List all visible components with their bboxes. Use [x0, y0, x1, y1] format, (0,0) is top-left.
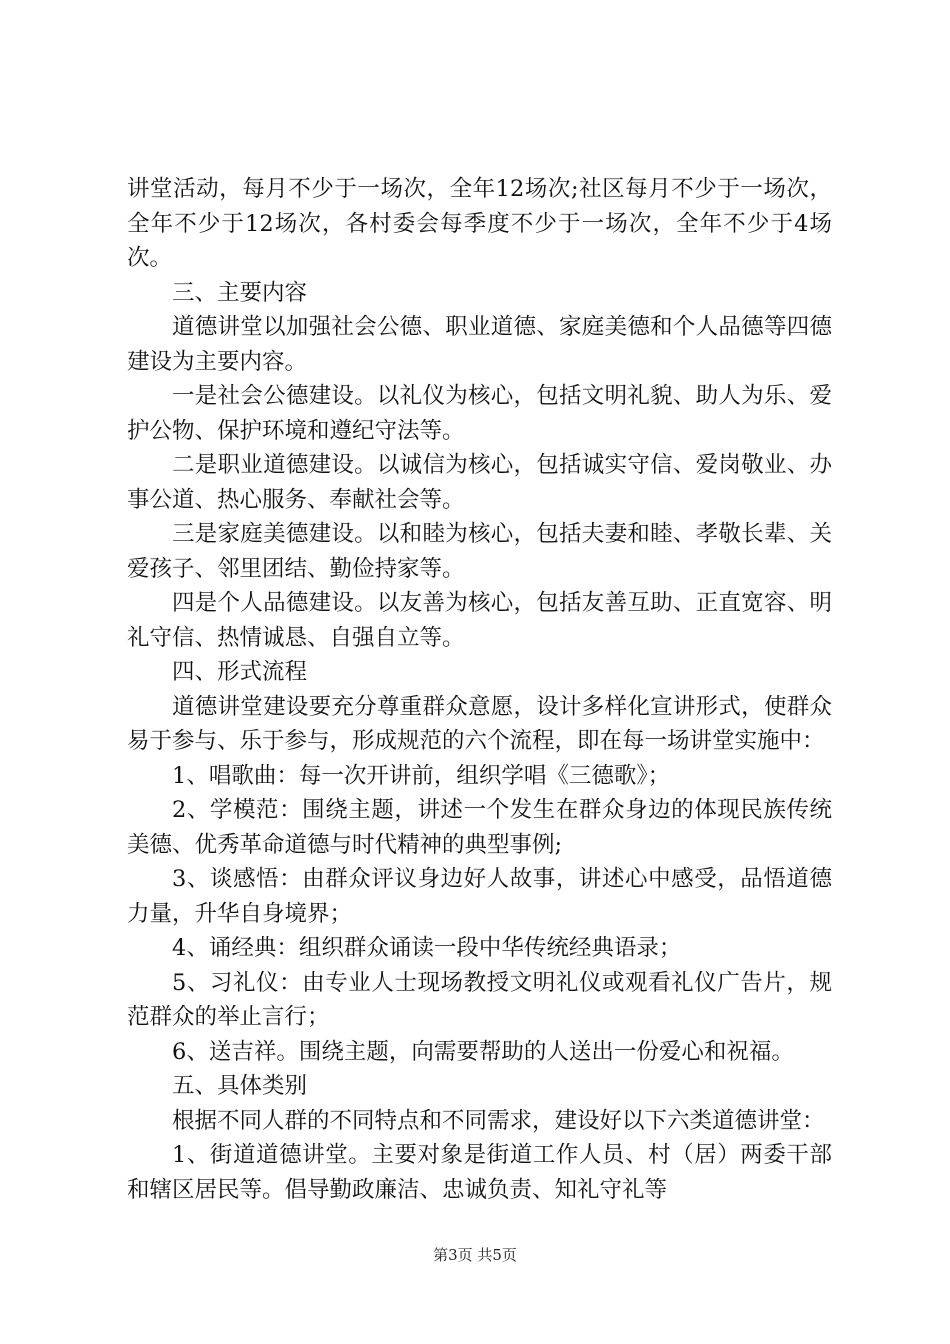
paragraph: 三、主要内容	[172, 279, 308, 306]
paragraph: 讲堂活动，每月不少于一场次，全年12场次;社区每月不少于一场次，全年不少于12场次，各村委会每季度不少于一场次，全年不少于4场次。	[127, 176, 832, 271]
paragraph: 1、街道道德讲堂。主要对象是街道工作人员、村（居）两委干部和辖区居民等。倡导勤政廉洁、忠诚负责、知礼守礼等	[127, 1142, 832, 1203]
paragraph: 一是社会公德建设。以礼仪为核心，包括文明礼貌、助人为乐、爱护公物、保护环境和遵纪守法等。	[127, 383, 832, 444]
paragraph: 四是个人品德建设。以友善为核心，包括友善互助、正直宽容、明礼守信、热情诚恳、自强自立等。	[127, 590, 832, 651]
document-body	[127, 172, 832, 1207]
paragraph: 2、学模范：围绕主题，讲述一个发生在群众身边的体现民族传统美德、优秀革命道德与时代精神的典型事例;	[127, 797, 832, 858]
paragraph: 道德讲堂以加强社会公德、职业道德、家庭美德和个人品德等四德建设为主要内容。	[127, 314, 832, 375]
paragraph: 五、具体类别	[172, 1073, 308, 1099]
paragraph: 3、谈感悟：由群众评议身边好人故事，讲述心中感受，品悟道德力量，升华自身境界；	[127, 866, 832, 927]
paragraph: 4、诵经典：组织群众诵读一段中华传统经典语录；	[172, 935, 682, 961]
paragraph: 二是职业道德建设。以诚信为核心，包括诚实守信、爱岗敬业、办事公道、热心服务、奉献社会等。	[127, 452, 832, 513]
paragraph: 6、送吉祥。围绕主题，向需要帮助的人送出一份爱心和祝福。	[172, 1038, 794, 1065]
paragraph: 四、形式流程	[172, 659, 308, 685]
paragraph: 1、唱歌曲：每一次开讲前，组织学唱《三德歌》；	[172, 762, 671, 789]
paragraph: 5、习礼仪：由专业人士现场教授文明礼仪或观看礼仪广告片，规范群众的举止言行；	[127, 969, 832, 1030]
page-footer: 第3页 共5页	[433, 1246, 517, 1264]
paragraph: 三是家庭美德建设。以和睦为核心，包括夫妻和睦、孝敬长辈、关爱孩子、邻里团结、勤俭持家等。	[127, 521, 832, 582]
paragraph: 根据不同人群的不同特点和不同需求，建设好以下六类道德讲堂：	[172, 1107, 825, 1134]
paragraph: 道德讲堂建设要充分尊重群众意愿，设计多样化宣讲形式，使群众易于参与、乐于参与，形成规范的六个流程，即在每一场讲堂实施中：	[127, 693, 832, 754]
